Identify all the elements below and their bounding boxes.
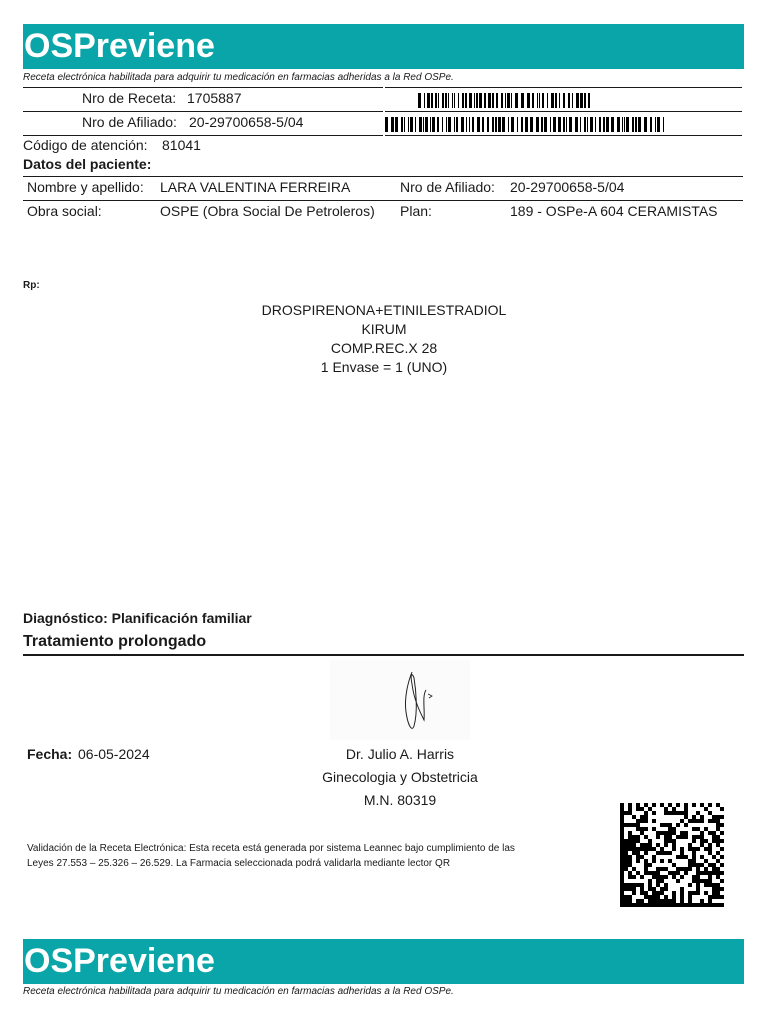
signature-image xyxy=(330,660,470,740)
barcode-bar xyxy=(626,117,629,132)
barcode-bar xyxy=(622,117,623,132)
barcode-bar xyxy=(638,117,641,132)
barcode-bar xyxy=(498,117,501,132)
barcode-bar xyxy=(446,117,447,132)
barcode-bar xyxy=(435,93,437,108)
barcode-bar xyxy=(555,93,557,108)
barcode-bar xyxy=(445,93,447,108)
qr-module xyxy=(720,879,724,883)
barcode-bar xyxy=(606,117,609,132)
barcode-bar xyxy=(424,93,425,108)
qr-module xyxy=(720,839,724,843)
barcode-bar xyxy=(588,93,590,108)
qr-module xyxy=(696,847,700,851)
qr-module xyxy=(668,851,672,855)
barcode-bar xyxy=(595,117,596,132)
qr-module xyxy=(720,815,724,819)
barcode-bar xyxy=(408,117,409,132)
barcode-bar xyxy=(432,117,435,132)
barcode-bar xyxy=(448,117,451,132)
obra-social-label: Obra social: xyxy=(27,203,102,219)
qr-module xyxy=(676,879,680,883)
barcode-bar xyxy=(465,93,467,108)
divider xyxy=(23,87,383,88)
barcode-bar xyxy=(454,117,455,132)
barcode-bar xyxy=(525,117,528,132)
qr-module xyxy=(708,803,712,807)
validacion-line: Leyes 27.553 – 25.326 – 26.529. La Farmacia seleccionada podrá validarla mediante lector QR xyxy=(27,858,451,869)
barcode-bar xyxy=(505,93,506,108)
barcode-bar xyxy=(530,117,533,132)
barcode-bar xyxy=(462,93,464,108)
barcode-afiliado xyxy=(385,117,669,132)
qr-module xyxy=(664,875,668,879)
barcode-bar xyxy=(492,93,494,108)
barcode-receta xyxy=(418,93,592,108)
barcode-bar xyxy=(536,117,539,132)
qr-module xyxy=(688,883,692,887)
barcode-bar xyxy=(431,93,433,108)
doctor-name: Dr. Julio A. Harris xyxy=(345,746,455,762)
barcode-bar xyxy=(521,117,523,132)
barcode-bar xyxy=(603,117,605,132)
barcode-bar xyxy=(423,117,424,132)
barcode-bar xyxy=(542,93,544,108)
barcode-bar xyxy=(584,117,586,132)
barcode-bar xyxy=(469,117,470,132)
tratamiento-label: Tratamiento prolongado xyxy=(23,633,207,650)
barcode-bar xyxy=(663,117,664,132)
barcode-bar xyxy=(492,117,494,132)
qr-module xyxy=(644,819,648,823)
barcode-bar xyxy=(438,93,439,108)
barcode-bar xyxy=(507,93,510,108)
barcode-bar xyxy=(391,117,394,132)
barcode-bar xyxy=(624,117,625,132)
barcode-bar xyxy=(517,117,518,132)
barcode-bar xyxy=(474,93,475,108)
plan-value: 189 - OSPe-A 604 CERAMISTAS xyxy=(510,203,718,219)
qr-module xyxy=(720,807,724,811)
qr-module xyxy=(720,831,724,835)
nro-receta-value: 1705887 xyxy=(187,90,242,106)
divider xyxy=(23,111,383,112)
barcode-bar xyxy=(521,93,524,108)
barcode-bar xyxy=(496,93,498,108)
barcode-bar xyxy=(617,117,620,132)
barcode-bar xyxy=(454,93,455,108)
barcode-bar xyxy=(632,117,634,132)
qr-module xyxy=(644,827,648,831)
qr-module xyxy=(632,891,636,895)
barcode-bar xyxy=(476,93,478,108)
barcode-bar xyxy=(511,93,512,108)
paciente-afiliado-value: 20-29700658-5/04 xyxy=(510,179,625,195)
barcode-bar xyxy=(419,117,422,132)
qr-module xyxy=(652,803,656,807)
barcode-bar xyxy=(418,93,421,108)
qr-module xyxy=(648,863,652,867)
barcode-bar xyxy=(458,93,459,108)
qr-module xyxy=(672,847,676,851)
paciente-afiliado-label: Nro de Afiliado: xyxy=(400,179,495,195)
barcode-bar xyxy=(484,93,486,108)
barcode-bar xyxy=(479,93,482,108)
divider xyxy=(23,135,383,136)
barcode-bar xyxy=(456,117,458,132)
qr-module xyxy=(720,903,724,907)
qr-module xyxy=(664,887,668,891)
barcode-bar xyxy=(488,93,491,108)
qr-module xyxy=(652,819,656,823)
qr-module xyxy=(696,891,700,895)
qr-module xyxy=(632,875,636,879)
barcode-bar xyxy=(448,93,449,108)
divider xyxy=(385,135,742,136)
barcode-bar xyxy=(566,117,567,132)
barcode-bar xyxy=(502,117,505,132)
qr-module xyxy=(720,863,724,867)
barcode-bar xyxy=(539,93,540,108)
barcode-bar xyxy=(442,117,443,132)
barcode-bar xyxy=(469,93,472,108)
barcode-bar xyxy=(461,117,464,132)
fecha-label: Fecha: xyxy=(27,746,73,762)
codigo-atencion-value: 81041 xyxy=(162,137,201,153)
diagnostico-label: Diagnóstico: Planificación familiar xyxy=(23,610,252,626)
qr-module xyxy=(684,823,688,827)
qr-module xyxy=(684,835,688,839)
plan-label: Plan: xyxy=(400,203,432,219)
barcode-bar xyxy=(452,93,453,108)
qr-module xyxy=(700,819,704,823)
barcode-bar xyxy=(501,93,503,108)
barcode-bar xyxy=(655,117,656,132)
fecha-value: 06-05-2024 xyxy=(78,746,150,762)
rp-label: Rp: xyxy=(23,280,40,291)
qr-module xyxy=(664,843,668,847)
brand-banner: OSPreviene xyxy=(23,24,744,69)
qr-module xyxy=(720,887,724,891)
barcode-bar xyxy=(580,93,583,108)
barcode-bar xyxy=(580,117,581,132)
qr-module xyxy=(688,867,692,871)
divider xyxy=(23,200,743,201)
barcode-bar xyxy=(430,117,431,132)
qr-module xyxy=(720,847,724,851)
barcode-bar xyxy=(515,93,518,108)
barcode-bar xyxy=(553,117,556,132)
qr-module xyxy=(676,823,680,827)
barcode-bar xyxy=(511,117,514,132)
barcode-bar xyxy=(550,117,551,132)
qr-module xyxy=(640,875,644,879)
doctor-matricula: M.N. 80319 xyxy=(363,792,437,808)
barcode-bar xyxy=(568,93,570,108)
barcode-bar xyxy=(587,117,588,132)
barcode-bar xyxy=(466,117,467,132)
divider xyxy=(385,111,742,112)
medication-line: DROSPIRENONA+ETINILESTRADIOL xyxy=(261,302,507,318)
barcode-bar xyxy=(551,93,554,108)
medication-line: COMP.REC.X 28 xyxy=(330,340,438,356)
qr-module xyxy=(692,803,696,807)
barcode-bar xyxy=(532,93,534,108)
qr-module xyxy=(652,859,656,863)
barcode-bar xyxy=(590,117,593,132)
divider xyxy=(23,176,743,177)
qr-module xyxy=(720,823,724,827)
doctor-specialty: Ginecologia y Obstetricia xyxy=(322,769,478,785)
barcode-bar xyxy=(537,93,538,108)
barcode-bar xyxy=(477,117,480,132)
medication-line: 1 Envase = 1 (UNO) xyxy=(320,359,448,375)
qr-module xyxy=(652,811,656,815)
barcode-bar xyxy=(559,93,560,108)
barcode-bar xyxy=(572,93,573,108)
barcode-bar xyxy=(508,117,509,132)
qr-module xyxy=(684,871,688,875)
barcode-bar xyxy=(472,117,474,132)
barcode-bar xyxy=(527,93,530,108)
barcode-bar xyxy=(425,117,428,132)
nro-receta-label: Nro de Receta: xyxy=(82,90,177,106)
banner-subtitle: Receta electrónica habilitada para adquirir tu medicación en farmacias adheridas a la Red OSPe. xyxy=(23,72,454,83)
divider xyxy=(23,654,744,656)
barcode-bar xyxy=(544,117,547,132)
barcode-bar xyxy=(487,117,489,132)
barcode-bar xyxy=(563,117,565,132)
footer-banner-subtitle: Receta electrónica habilitada para adquirir tu medicación en farmacias adheridas a la Red OSPe. xyxy=(23,986,454,997)
barcode-bar xyxy=(415,117,416,132)
barcode-bar xyxy=(547,93,548,108)
barcode-bar xyxy=(657,117,660,132)
barcode-bar xyxy=(495,117,497,132)
barcode-bar xyxy=(650,117,652,132)
footer-brand-banner: OSPreviene xyxy=(23,939,744,984)
nombre-value: LARA VALENTINA FERREIRA xyxy=(160,179,351,195)
qr-module xyxy=(720,895,724,899)
qr-module xyxy=(644,851,648,855)
barcode-bar xyxy=(563,93,565,108)
divider xyxy=(385,87,742,88)
barcode-bar xyxy=(575,117,578,132)
barcode-bar xyxy=(644,117,647,132)
validacion-line: Validación de la Receta Electrónica: Esta receta está generada por sistema Leannec bajo cumplimiento de las xyxy=(27,843,515,854)
barcode-bar xyxy=(482,117,484,132)
barcode-bar xyxy=(584,93,586,108)
barcode-bar xyxy=(385,117,388,132)
qr-module xyxy=(720,871,724,875)
nro-afiliado-label: Nro de Afiliado: xyxy=(82,114,177,130)
nro-afiliado-value: 20-29700658-5/04 xyxy=(189,114,304,130)
barcode-bar xyxy=(404,117,405,132)
medication-line: KIRUM xyxy=(361,321,407,337)
qr-module xyxy=(720,855,724,859)
barcode-bar xyxy=(541,117,543,132)
barcode-bar xyxy=(410,117,413,132)
qr-module xyxy=(656,835,660,839)
qr-module xyxy=(660,859,664,863)
barcode-bar xyxy=(569,117,572,132)
qr-code xyxy=(620,803,724,909)
barcode-bar xyxy=(576,93,579,108)
barcode-bar xyxy=(401,117,403,132)
codigo-atencion-label: Código de atención: xyxy=(23,137,148,153)
barcode-bar xyxy=(427,93,430,108)
barcode-bar xyxy=(599,117,601,132)
qr-module xyxy=(676,803,680,807)
qr-module xyxy=(680,875,684,879)
qr-module xyxy=(692,839,696,843)
qr-module xyxy=(636,859,640,863)
barcode-bar xyxy=(395,117,398,132)
barcode-bar xyxy=(442,93,444,108)
barcode-bar xyxy=(558,117,561,132)
barcode-bar xyxy=(611,117,614,132)
barcode-bar xyxy=(437,117,439,132)
obra-social-value: OSPE (Obra Social De Petroleros) xyxy=(160,203,375,219)
barcode-bar xyxy=(635,117,637,132)
datos-paciente-title: Datos del paciente: xyxy=(23,156,152,172)
nombre-label: Nombre y apellido: xyxy=(27,179,144,195)
